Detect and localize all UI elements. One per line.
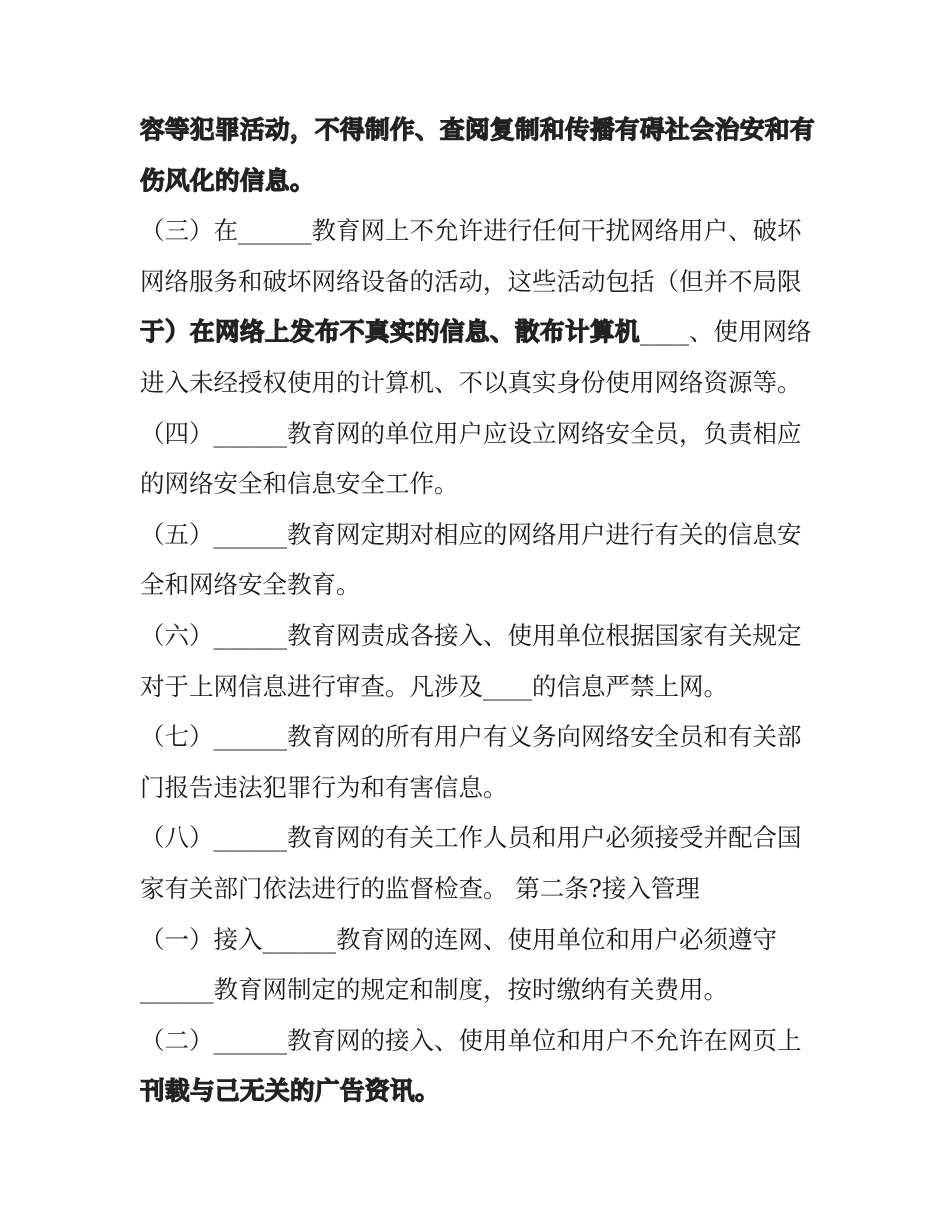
- text-line: （二）______教育网的接入、使用单位和用户不允许在网页上: [140, 1025, 802, 1055]
- document-body: [140, 105, 830, 1117]
- text-line: （五）______教育网定期对相应的网络用户进行有关的信息安: [140, 519, 802, 549]
- text-line: 门报告违法犯罪行为和有害信息。: [140, 772, 508, 802]
- text-line: 对于上网信息进行审查。凡涉及____的信息严禁上网。: [140, 671, 728, 701]
- text-line: （一）接入______教育网的连网、使用单位和用户必须遵守: [140, 924, 777, 954]
- text-line: （七）______教育网的所有用户有义务向网络安全员和有关部: [140, 722, 802, 752]
- text-line: 的网络安全和信息安全工作。: [140, 469, 459, 499]
- text-line: （四）______教育网的单位用户应设立网络安全员，负责相应: [140, 418, 802, 448]
- outline-text-segment: 于）在网络上发布不真实的信息、散布计算机: [140, 317, 640, 347]
- text-line: （三）在______教育网上不允许进行任何干扰网络用户、破坏: [140, 216, 802, 246]
- text-line: 全和网络安全教育。: [140, 570, 361, 600]
- text-line: 进入未经授权使用的计算机、不以真实身份使用网络资源等。: [140, 367, 802, 397]
- text-line: （六）______教育网责成各接入、使用单位根据国家有关规定: [140, 620, 802, 650]
- text-line: 刊载与己无关的广告资讯。: [140, 1076, 440, 1106]
- text-line: 网络服务和破坏网络设备的活动，这些活动包括（但并不局限: [140, 266, 802, 296]
- text-line: （八）______教育网的有关工作人员和用户必须接受并配合国: [140, 823, 802, 853]
- text-line: ______教育网制定的规定和制度，按时缴纳有关费用。: [140, 975, 728, 1005]
- text-line-mixed: [140, 307, 830, 358]
- text-line: 伤风化的信息。: [140, 165, 315, 195]
- text-line: 容等犯罪活动，不得制作、查阅复制和传播有碍社会治安和有: [140, 115, 815, 144]
- text-line: 家有关部门依法进行的监督检查。 第二条?接入管理: [140, 873, 700, 903]
- normal-text-segment: ____、使用网络: [640, 317, 812, 347]
